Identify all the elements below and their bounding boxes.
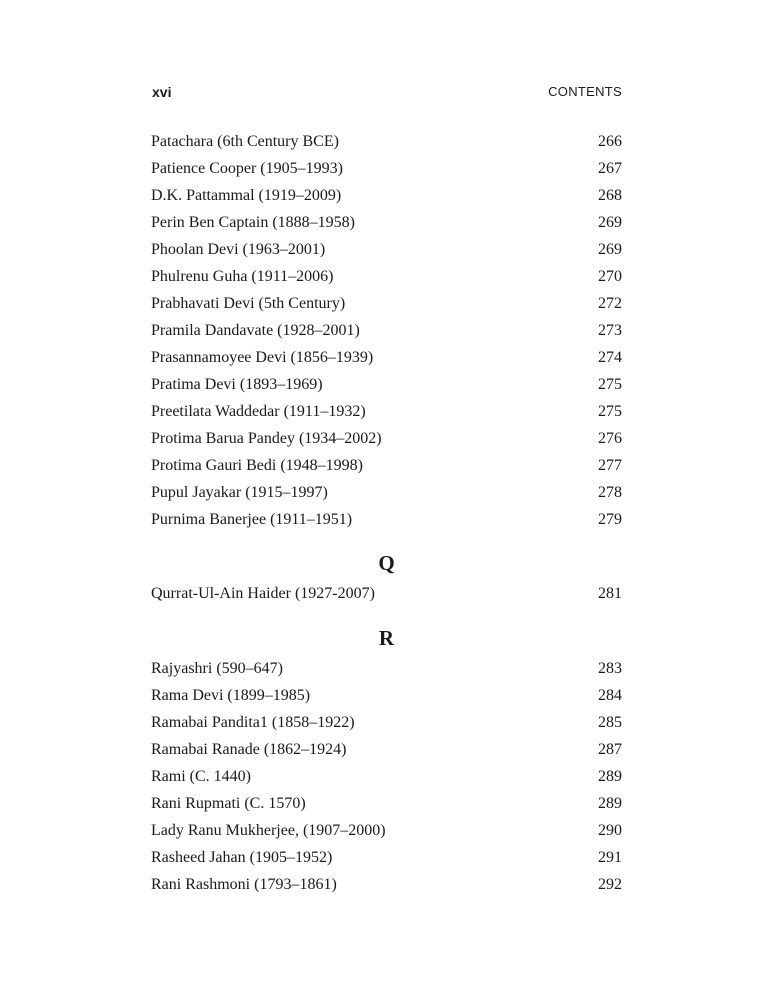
toc-entry-page: 287	[598, 741, 622, 758]
toc-entry-page: 270	[598, 268, 622, 285]
toc-entry-name: Pupul Jayakar (1915–1997)	[151, 484, 328, 501]
toc-entry-name: Pramila Dandavate (1928–2001)	[151, 322, 360, 339]
toc-entry[interactable]	[151, 817, 622, 844]
toc-entry-page: 275	[598, 403, 622, 420]
toc-entry-name: Rajyashri (590–647)	[151, 660, 283, 677]
toc-section-q	[151, 580, 622, 607]
toc-entry-name: Rasheed Jahan (1905–1952)	[151, 849, 333, 866]
section-heading-q: Q	[378, 551, 395, 575]
toc-entry-page: 292	[598, 876, 622, 893]
toc-entry-page: 289	[598, 795, 622, 812]
toc-entry[interactable]	[151, 290, 622, 317]
toc-entry-page: 281	[598, 585, 622, 602]
toc-entry-page: 274	[598, 349, 622, 366]
toc-entry[interactable]	[151, 317, 622, 344]
running-head: CONTENTS	[548, 84, 622, 99]
page-header	[152, 84, 622, 104]
toc-entry[interactable]	[151, 763, 622, 790]
toc-entry[interactable]	[151, 236, 622, 263]
toc-entry[interactable]	[151, 398, 622, 425]
toc-entry[interactable]	[151, 479, 622, 506]
toc-entry-name: Lady Ranu Mukherjee, (1907–2000)	[151, 822, 386, 839]
toc-entry-page: 278	[598, 484, 622, 501]
toc-entry[interactable]	[151, 736, 622, 763]
toc-entry[interactable]	[151, 844, 622, 871]
toc-entry-page: 275	[598, 376, 622, 393]
toc-entry-name: Rama Devi (1899–1985)	[151, 687, 311, 704]
toc-entry-page: 289	[598, 768, 622, 785]
toc-entry-name: Protima Barua Pandey (1934–2002)	[151, 430, 382, 447]
toc-entry-name: Prasannamoyee Devi (1856–1939)	[151, 349, 374, 366]
toc-entry-page: 273	[598, 322, 622, 339]
toc-entry-page: 285	[598, 714, 622, 731]
page-number: xvi	[152, 84, 172, 100]
toc-entry-name: Preetilata Waddedar (1911–1932)	[151, 403, 366, 420]
toc-entry[interactable]	[151, 580, 622, 607]
toc-entry-page: 290	[598, 822, 622, 839]
toc-entry[interactable]	[151, 655, 622, 682]
toc-entry[interactable]	[151, 263, 622, 290]
toc-entry-page: 284	[598, 687, 622, 704]
toc-entry-name: Ramabai Pandita1 (1858–1922)	[151, 714, 355, 731]
toc-section-r	[151, 655, 622, 898]
toc-entry-name: Phoolan Devi (1963–2001)	[151, 241, 326, 258]
toc-entry[interactable]	[151, 344, 622, 371]
toc-entry-name: Phulrenu Guha (1911–2006)	[151, 268, 334, 285]
toc-entry-page: 269	[598, 214, 622, 231]
toc-entry-page: 266	[598, 133, 622, 150]
toc-entry[interactable]	[151, 155, 622, 182]
toc-entry-name: Qurrat-Ul-Ain Haider (1927-2007)	[151, 585, 375, 602]
toc-entry-name: Perin Ben Captain (1888–1958)	[151, 214, 355, 231]
toc-entry[interactable]	[151, 682, 622, 709]
toc-entry[interactable]	[151, 128, 622, 155]
toc-entry[interactable]	[151, 506, 622, 533]
toc-entry-name: Prabhavati Devi (5th Century)	[151, 295, 346, 312]
toc-entry-name: Rami (C. 1440)	[151, 768, 251, 785]
toc-entry[interactable]	[151, 182, 622, 209]
toc-entry[interactable]	[151, 209, 622, 236]
toc-entry-name: Patience Cooper (1905–1993)	[151, 160, 343, 177]
toc-entry-name: Ramabai Ranade (1862–1924)	[151, 741, 347, 758]
toc-entry[interactable]	[151, 871, 622, 898]
toc-entry[interactable]	[151, 709, 622, 736]
toc-entry-page: 269	[598, 241, 622, 258]
toc-entry-page: 277	[598, 457, 622, 474]
toc-entry[interactable]	[151, 790, 622, 817]
toc-entry-page: 268	[598, 187, 622, 204]
toc-entry-name: Purnima Banerjee (1911–1951)	[151, 511, 353, 528]
toc-section-p	[151, 128, 622, 533]
toc-entry-name: Rani Rashmoni (1793–1861)	[151, 876, 337, 893]
toc-entry-page: 267	[598, 160, 622, 177]
toc-entry[interactable]	[151, 371, 622, 398]
toc-entry-page: 276	[598, 430, 622, 447]
toc-entry[interactable]	[151, 425, 622, 452]
toc-entry-page: 291	[598, 849, 622, 866]
toc-entry-name: Protima Gauri Bedi (1948–1998)	[151, 457, 363, 474]
toc-entry-name: Patachara (6th Century BCE)	[151, 133, 339, 150]
section-heading-r: R	[378, 626, 395, 650]
toc-entry-page: 279	[598, 511, 622, 528]
toc-entry-page: 272	[598, 295, 622, 312]
toc-entry[interactable]	[151, 452, 622, 479]
toc-entry-name: Pratima Devi (1893–1969)	[151, 376, 323, 393]
toc-entry-name: Rani Rupmati (C. 1570)	[151, 795, 306, 812]
toc-entry-page: 283	[598, 660, 622, 677]
toc-entry-name: D.K. Pattammal (1919–2009)	[151, 187, 342, 204]
